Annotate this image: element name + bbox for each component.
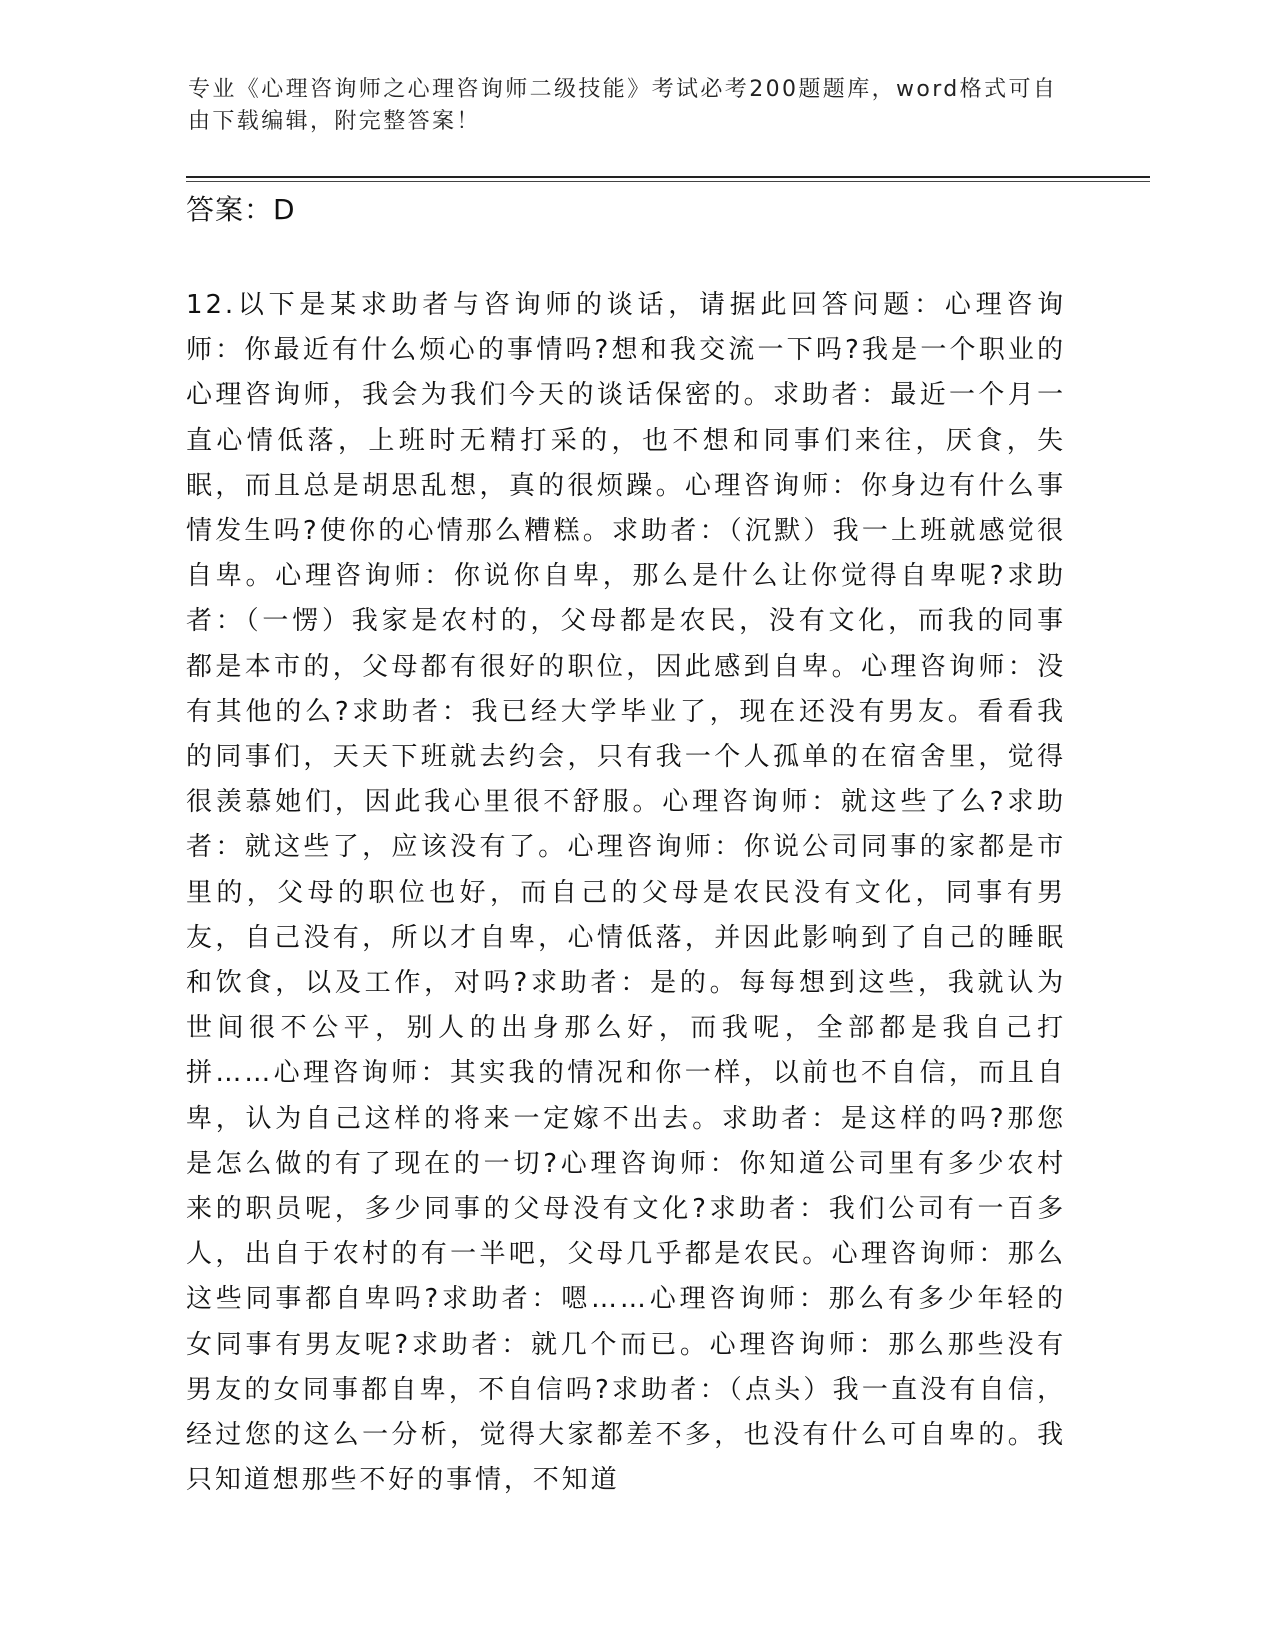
header-divider-thin: [186, 181, 1150, 182]
answer-line: 答案：D: [186, 193, 296, 226]
question-12-text: 12.以下是某求助者与咨询师的谈话，请据此回答问题：心理咨询师：你最近有什么烦心的事情吗?想和我交流一下吗?我是一个职业的心理咨询师，我会为我们今天的谈话保密的。求助者：最近一个月一直心情低落，上班时无精打采的，也不想和同事们来往，厌食，失眠，而且总是胡思乱想，真的很烦躁。心理咨询师：你身边有什么事情发生吗?使你的心情那么糟糕。求助者：（沉默）我一上班就感觉很自卑。心理咨询师：你说你自卑，那么是什么让你觉得自卑呢?求助者：（一愣）我家是农村的，父母都是农民，没有文化，而我的同事都是本市的，父母都有很好的职位，因此感到自卑。心理咨询师：没有其他的么?求助者：我已经大学毕业了，现在还没有男友。看看我的同事们，天天下班就去约会，只有我一个人孤单的在宿舍里，觉得很羡慕她们，因此我心里很不舒服。心理咨询师：就这些了么?求助者：就这些了，应该没有了。心理咨询师：你说公司同事的家都是市里的，父母的职位也好，而自己的父母是农民没有文化，同事有男友，自己没有，所以才自卑，心情低落，并因此影响到了自己的睡眠和饮食，以及工作，对吗?求助者：是的。每每想到这些，我就认为世间很不公平，别人的出身那么好，而我呢，全部都是我自己打拼……心理咨询师：其实我的情况和你一样，以前也不自信，而且自卑，认为自己这样的将来一定嫁不出去。求助者：是这样的吗?那您是怎么做的有了现在的一切?心理咨询师：你知道公司里有多少农村来的职员呢，多少同事的父母没有文化?求助者：我们公司有一百多人，出自于农村的有一半吧，父母几乎都是农民。心理咨询师：那么这些同事都自卑吗?求助者：嗯……心理咨询师：那么有多少年轻的女同事有男友呢?求助者：就几个而已。心理咨询师：那么那些没有男友的女同事都自卑，不自信吗?求助者：（点头）我一直没有自信，经过您的这么一分析，觉得大家都差不多，也没有什么可自卑的。我只知道想那些不好的事情，不知道: [186, 290, 1066, 1496]
page-header-text: 专业《心理咨询师之心理咨询师二级技能》考试必考200题题库，word格式可自由下载编辑，附完整答案！: [188, 77, 1058, 134]
header-divider-thick: [186, 176, 1150, 178]
